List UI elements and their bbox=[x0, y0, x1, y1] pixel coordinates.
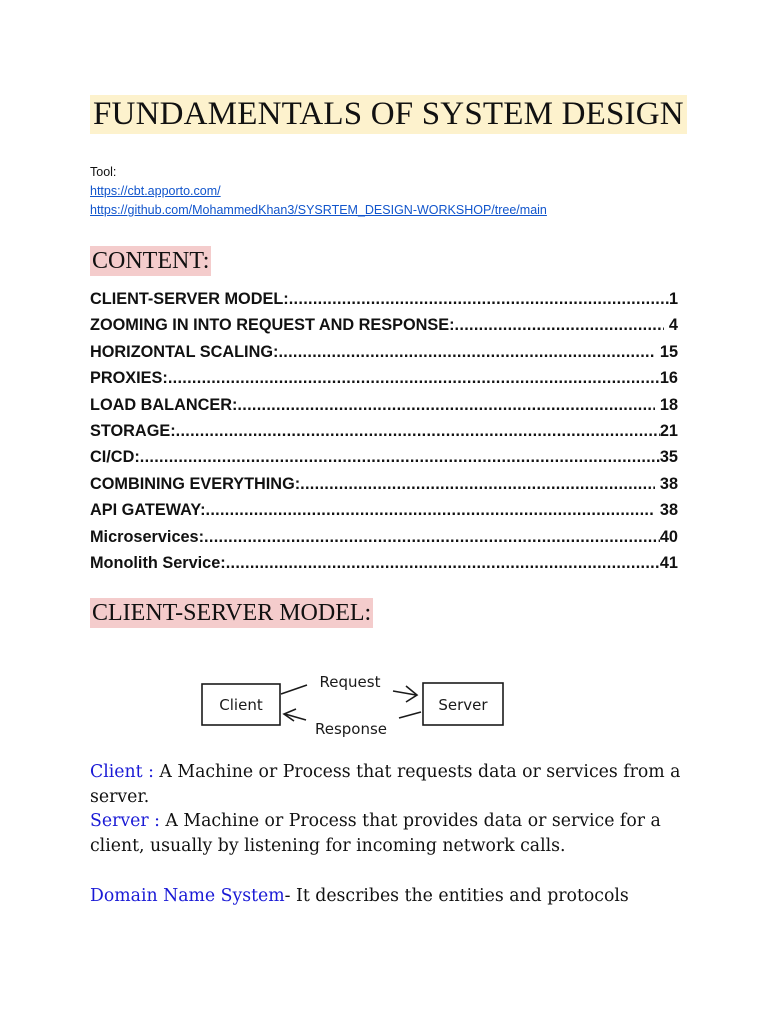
table-of-contents bbox=[90, 286, 678, 576]
toc-entry[interactable] bbox=[90, 286, 678, 312]
toc-dot-leader bbox=[237, 392, 655, 418]
toc-entry-page: 4 bbox=[664, 316, 678, 335]
toc-dot-leader bbox=[168, 365, 660, 391]
toc-dot-leader bbox=[204, 524, 660, 550]
response-label: Response bbox=[314, 720, 388, 738]
toc-dot-leader bbox=[176, 418, 660, 444]
client-definition bbox=[90, 760, 700, 809]
toc-entry[interactable] bbox=[90, 365, 678, 391]
request-line-left bbox=[281, 685, 307, 694]
toc-entry[interactable] bbox=[90, 312, 678, 338]
toc-entry[interactable] bbox=[90, 550, 678, 576]
response-line-right bbox=[399, 712, 421, 718]
toc-entry[interactable] bbox=[90, 339, 678, 365]
toc-entry-label: CLIENT-SERVER MODEL: bbox=[90, 290, 289, 308]
client-server-diagram bbox=[195, 660, 515, 745]
dns-definition bbox=[90, 884, 700, 909]
toc-dot-leader bbox=[206, 497, 656, 523]
toc-dot-leader bbox=[455, 312, 665, 338]
request-label: Request bbox=[319, 673, 381, 691]
apporto-link[interactable]: https://cbt.apporto.com/ bbox=[90, 184, 221, 198]
client-term: Client : bbox=[90, 762, 154, 782]
toc-entry-label: HORIZONTAL SCALING: bbox=[90, 342, 279, 361]
toc-entry-page: 38 bbox=[655, 501, 678, 520]
content-heading: CONTENT: bbox=[92, 248, 210, 274]
toc-entry-page: 38 bbox=[655, 474, 678, 493]
toc-entry[interactable] bbox=[90, 471, 678, 497]
server-definition-text: A Machine or Process that provides data or service for a client, usually by listening for incoming network calls. bbox=[90, 811, 661, 856]
toc-entry-label: STORAGE: bbox=[90, 421, 176, 440]
toc-entry-label: Microservices: bbox=[90, 527, 205, 546]
toc-entry-page: 15 bbox=[655, 342, 678, 361]
dns-definition-text: - It describes the entities and protocols bbox=[284, 886, 629, 906]
server-box-label: Server bbox=[438, 696, 488, 714]
toc-entry-label: LOAD BALANCER: bbox=[90, 395, 238, 414]
toc-entry-label: Monolith Service: bbox=[90, 553, 226, 572]
toc-entry[interactable] bbox=[90, 497, 678, 523]
document-title: FUNDAMENTALS OF SYSTEM DESIGN bbox=[90, 95, 687, 134]
toc-entry-page: 21 bbox=[659, 421, 678, 440]
toc-dot-leader bbox=[226, 550, 660, 576]
toc-entry-label: CI/CD: bbox=[90, 448, 140, 467]
github-link[interactable]: https://github.com/MohammedKhan3/SYSRTEM_DESIGN-WORKSHOP/tree/main bbox=[90, 203, 547, 217]
toc-entry-page: 40 bbox=[659, 527, 678, 546]
toc-entry-page: 35 bbox=[659, 448, 678, 467]
toc-entry[interactable] bbox=[90, 444, 678, 470]
toc-entry-page: 41 bbox=[659, 553, 678, 572]
toc-entry[interactable] bbox=[90, 418, 678, 444]
client-server-heading: CLIENT-SERVER MODEL: bbox=[92, 600, 372, 626]
toc-entry-label: COMBINING EVERYTHING: bbox=[90, 474, 301, 493]
tool-label: Tool: bbox=[90, 165, 117, 179]
toc-entry-label: PROXIES: bbox=[90, 369, 168, 388]
toc-entry[interactable] bbox=[90, 524, 678, 550]
toc-entry-label: ZOOMING IN INTO REQUEST AND RESPONSE: bbox=[90, 316, 455, 335]
toc-entry-label: API GATEWAY: bbox=[90, 501, 206, 520]
toc-dot-leader bbox=[289, 286, 669, 312]
toc-entry-page: 1 bbox=[668, 290, 678, 308]
toc-entry-page: 16 bbox=[659, 369, 678, 388]
toc-entry[interactable] bbox=[90, 392, 678, 418]
client-box-label: Client bbox=[219, 696, 263, 714]
toc-dot-leader bbox=[278, 339, 655, 365]
toc-entry-page: 18 bbox=[655, 395, 678, 414]
toc-dot-leader bbox=[300, 471, 655, 497]
server-term: Server : bbox=[90, 811, 160, 831]
dns-term: Domain Name System bbox=[90, 886, 285, 906]
client-definition-text: A Machine or Process that requests data or services from a server. bbox=[90, 762, 681, 807]
tool-block bbox=[90, 163, 547, 220]
server-definition bbox=[90, 809, 700, 858]
toc-dot-leader bbox=[140, 444, 660, 470]
